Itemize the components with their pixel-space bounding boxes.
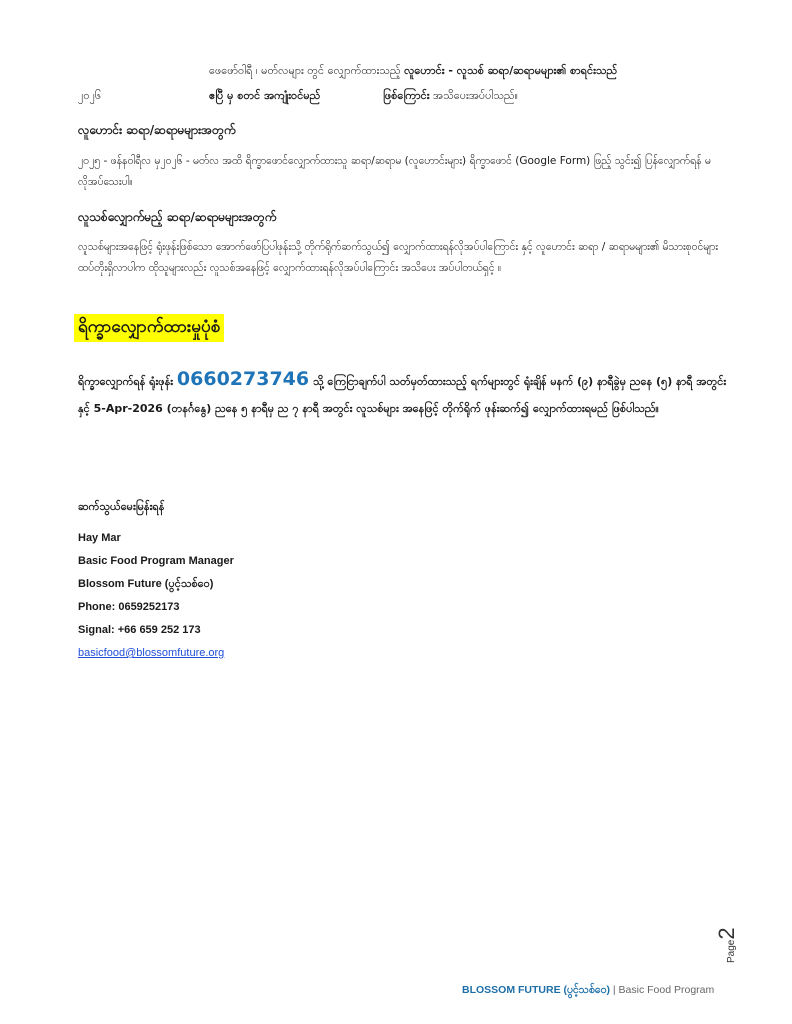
intro-year: ၂၀၂၆ [78, 89, 102, 102]
apply-body [78, 366, 728, 422]
intro-line1-plain: ဖေဖော်ဝါရီ ၊ မတ်လများ တွင် လျှောက်ထားသည့် [209, 64, 405, 77]
intro-line2-bold1: ဧပြီ မှ စတင် အကျုံးဝင်မည် [209, 89, 321, 102]
office-phone-number[interactable]: 0660273746 [176, 368, 310, 390]
intro-line2-plain: အသိပေးအပ်ပါသည်။ [429, 89, 518, 102]
apply-heading: ရိက္ခာလျှောက်ထားမှုပုံစံ [74, 314, 224, 342]
contact-phone: Phone: 0659252173 [78, 601, 180, 613]
contact-email-link[interactable]: basicfood@blossomfuture.org [78, 647, 225, 659]
new-heading: လူသစ်လျှောက်မည့် ဆရာ/ဆရာမများအတွက် [78, 210, 277, 224]
contact-title: Basic Food Program Manager [78, 555, 234, 567]
footer-program: Basic Food Program [618, 984, 715, 996]
page-number-label: Page [726, 939, 737, 963]
contact-heading: ဆက်သွယ်မေးမြန်းရန် [78, 500, 165, 513]
apply-post-phone: သို့ ကြေငြာချက်ပါ သတ်မှတ်ထားသည့် ရက်များတွင် ရုံးချိန် မနက် (၉) နာရီခွဲမှ ညနေ (၅) နာရီ အတွင်းနှင့် 5-Apr-2026 (တနင်္ဂနွေ) ညနေ ၅ နာရီမှ ည ၇ နာရီ အတွင်း လူသစ်များ အနေဖြင့် တိုက်ရိုက် ဖုန်းဆက်၍ လျှောက်ထားရမည် ဖြစ်ပါသည်။ [78, 375, 727, 415]
apply-pre-phone: ရိက္ခာလျှောက်ရန် ရုံးဖုန်း [78, 375, 177, 388]
returning-body: ၂၀၂၅ - ဖန်နဝါရီလ မှ၂၀၂၆ - မတ်လ အထိ ရိက္ခာဖောင်လျှောက်ထားသူ ဆရာ/ဆရာမ (လူဟောင်းများ) ရိက္ခာဖောင် (Google Form) ဖြည့် သွင်း၍ ပြန်လျှောက်ရန် မလိုအပ်သေးပါ။ [78, 155, 711, 188]
footer-brand: BLOSSOM FUTURE (ပွင့်သစ်ဝေ) [462, 984, 610, 996]
intro-line1-bold: လူဟောင်း - လူသစ် ဆရာ/ဆရာမများ၏ စာရင်းသည် [404, 64, 618, 77]
page-number-value: 2 [714, 927, 739, 940]
returning-heading: လူဟောင်း ဆရာ/ဆရာမများအတွက် [78, 123, 236, 137]
apply-heading-wrap [74, 317, 224, 337]
contact-org: Blossom Future (ပွင့်သစ်ဝေ) [78, 578, 214, 590]
intro-line-1 [209, 64, 617, 78]
new-body: လူသစ်များအနေဖြင့် ရုံးဖုန်းဖြစ်သော အောက်ဖော်ပြပါဖုန်းသို့ တိုက်ရိုက်ဆက်သွယ်၍ လျှောက်ထားရန်လိုအပ်ပါကြောင်း နှင့် လူဟောင်း ဆရာ / ဆရာမများ၏ မိသားစုဝင်များ ထပ်တိုးရှိလာပါက ထိုသူများလည်း လူသစ်အနေဖြင့် လျှောက်ထားရန်လိုအပ်ပါကြောင်း အသိပေး အပ်ပါတယ်ရှင့် ။ [78, 241, 718, 274]
intro-line-2b [383, 89, 518, 103]
page-number [714, 923, 754, 963]
contact-name: Hay Mar [78, 532, 121, 544]
footer-separator: | [609, 984, 619, 996]
contact-signal: Signal: +66 659 252 173 [78, 624, 201, 636]
intro-line2-bold2: ဖြစ်ကြောင်း [383, 89, 430, 102]
page-footer [462, 984, 714, 999]
contact-block [78, 527, 234, 642]
intro-line-2a [209, 89, 320, 103]
